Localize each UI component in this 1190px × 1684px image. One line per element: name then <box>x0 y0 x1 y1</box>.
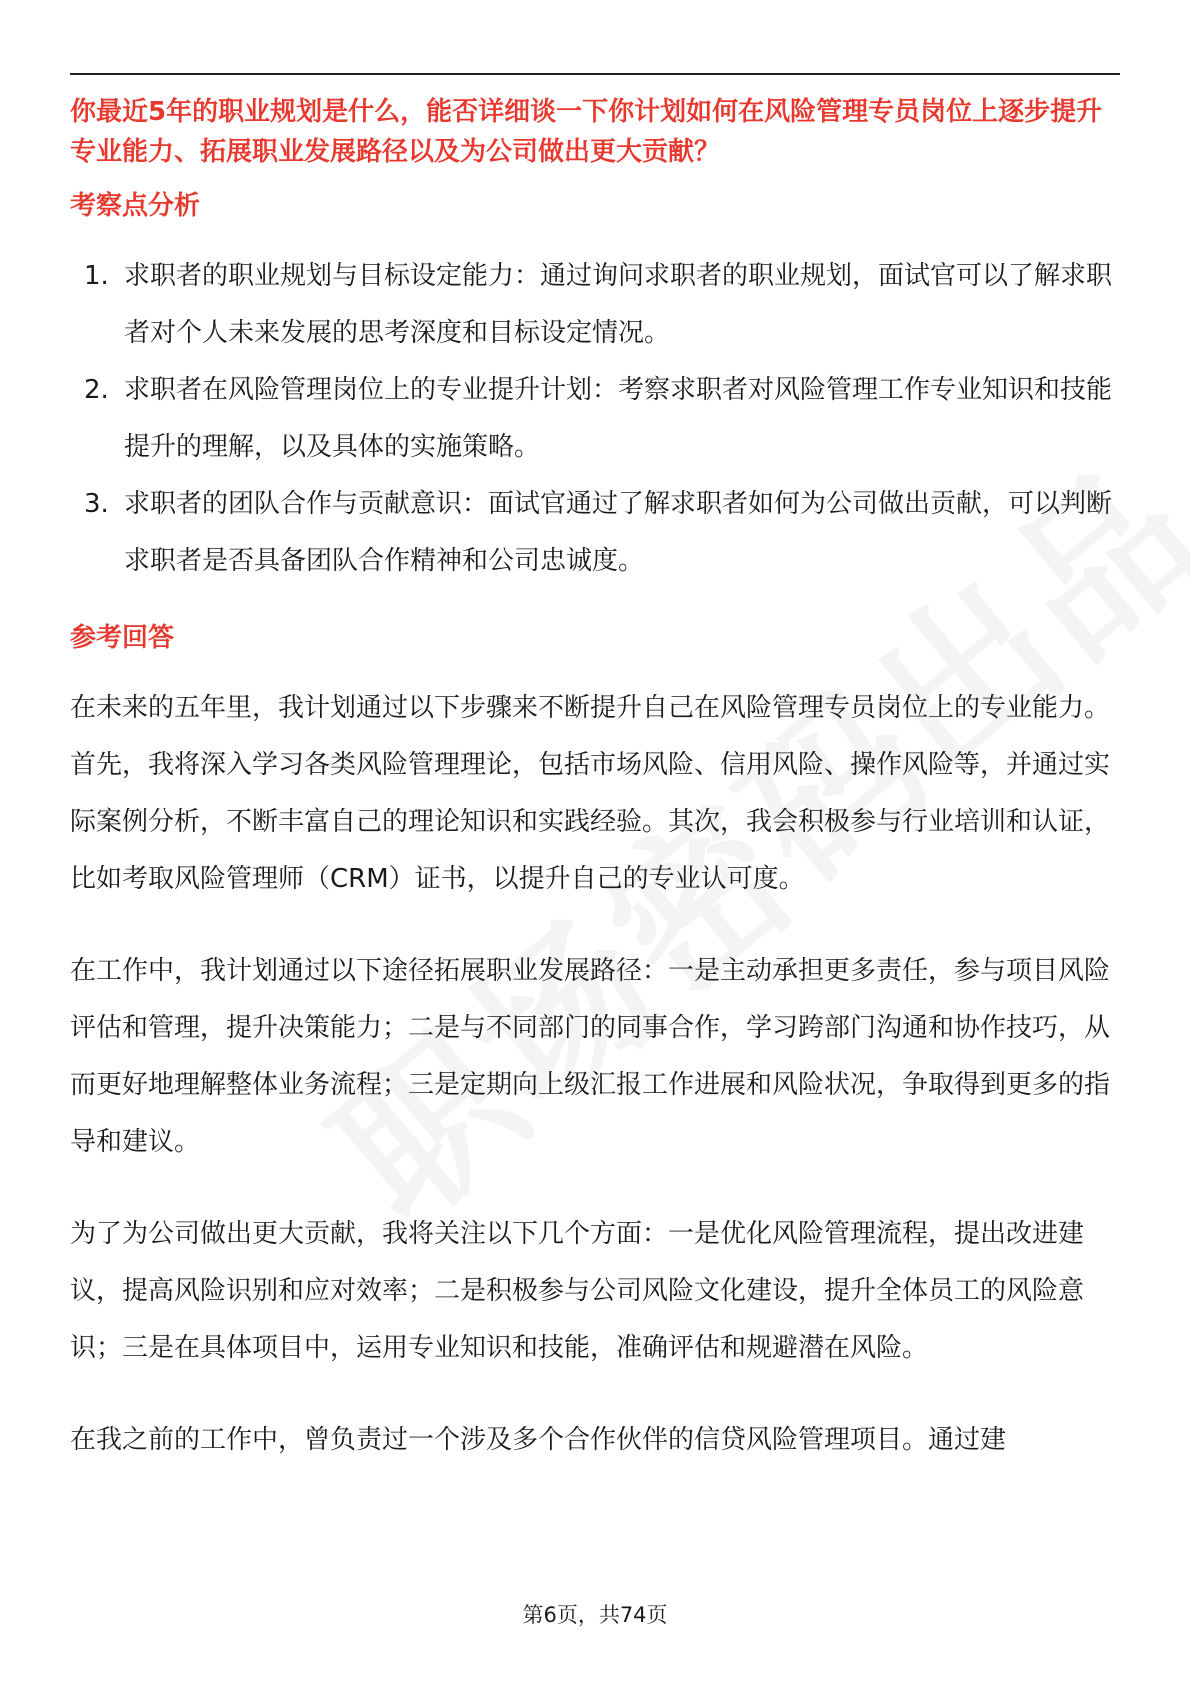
page-content <box>70 92 1120 1469</box>
answer-paragraph: 在未来的五年里，我计划通过以下步骤来不断提升自己在风险管理专员岗位上的专业能力。首先，我将深入学习各类风险管理理论，包括市场风险、信用风险、操作风险等，并通过实际案例分析，不断丰富自己的理论知识和实践经验。其次，我会积极参与行业培训和认证，比如考取风险管理师（CRM）证书，以提升自己的专业认可度。 <box>70 693 1111 894</box>
question-heading: 你最近5年的职业规划是什么，能否详细谈一下你计划如何在风险管理专员岗位上逐步提升专业能力、拓展职业发展路径以及为公司做出更大贡献？ <box>70 97 1103 167</box>
analysis-list <box>70 248 1120 590</box>
answer-paragraph: 在工作中，我计划通过以下途径拓展职业发展路径：一是主动承担更多责任，参与项目风险评估和管理，提升决策能力；二是与不同部门的同事合作，学习跨部门沟通和协作技巧，从而更好地理解整体业务流程；三是定期向上级汇报工作进展和风险状况，争取得到更多的指导和建议。 <box>70 956 1111 1157</box>
point-number: 3. <box>84 489 109 519</box>
answer-paragraph: 为了为公司做出更大贡献，我将关注以下几个方面：一是优化风险管理流程，提出改进建议，提高风险识别和应对效率；二是积极参与公司风险文化建设，提升全体员工的风险意识；三是在具体项目中，运用专业知识和技能，准确评估和规避潜在风险。 <box>70 1219 1085 1363</box>
answer-title: 参考回答 <box>70 623 175 653</box>
page-number: 第6页，共74页 <box>522 1603 668 1627</box>
point-text: 求职者的职业规划与目标设定能力：通过询问求职者的职业规划，面试官可以了解求职者对个人未来发展的思考深度和目标设定情况。 <box>124 261 1113 348</box>
analysis-title: 考察点分析 <box>70 191 201 221</box>
top-divider <box>70 73 1120 75</box>
analysis-point <box>70 248 1120 362</box>
point-number: 2. <box>84 375 109 405</box>
answer-paragraph: 在我之前的工作中，曾负责过一个涉及多个合作伙伴的信贷风险管理项目。通过建 <box>70 1425 1007 1455</box>
analysis-point <box>70 362 1120 476</box>
point-text: 求职者的团队合作与贡献意识：面试官通过了解求职者如何为公司做出贡献，可以判断求职者是否具备团队合作精神和公司忠诚度。 <box>124 489 1113 576</box>
point-number: 1. <box>84 261 109 291</box>
point-text: 求职者在风险管理岗位上的专业提升计划：考察求职者对风险管理工作专业知识和技能提升的理解，以及具体的实施策略。 <box>124 375 1113 462</box>
analysis-point <box>70 476 1120 590</box>
